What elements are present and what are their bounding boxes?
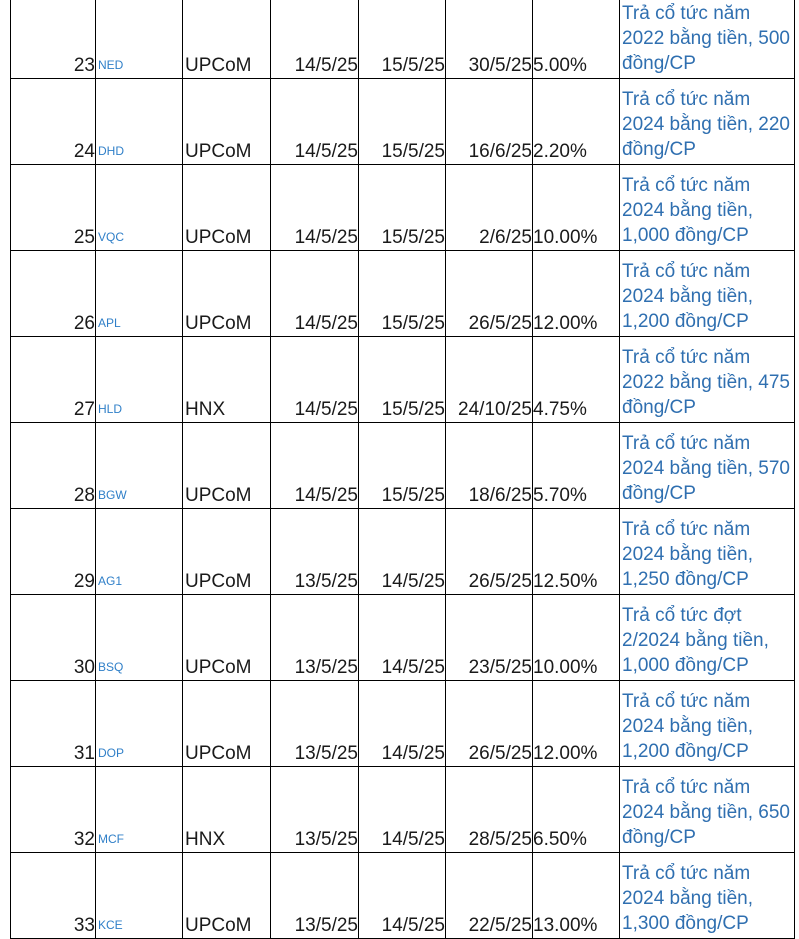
rate-cell: 10.00% [533,595,620,681]
date-1-cell: 13/5/25 [271,595,359,681]
table-row [11,767,795,853]
row-number-cell: 31 [11,681,96,767]
stock-code-cell [96,509,183,595]
date-2-cell: 15/5/25 [359,251,446,337]
exchange-cell: UPCoM [183,509,271,595]
note-cell: Trả cổ tức năm 2024 bằng tiền, 1,250 đồng/CP [620,509,795,595]
exchange-cell: UPCoM [183,165,271,251]
rate-cell: 12.00% [533,681,620,767]
exchange-cell: UPCoM [183,0,271,79]
note-cell: Trả cổ tức năm 2022 bằng tiền, 475 đồng/CP [620,337,795,423]
stock-code-cell [96,337,183,423]
table-row [11,165,795,251]
stock-code-link[interactable]: DHD [98,144,124,158]
row-number-cell: 24 [11,79,96,165]
table-row [11,423,795,509]
table-row [11,509,795,595]
rate-cell: 10.00% [533,165,620,251]
row-number-cell: 30 [11,595,96,681]
date-1-cell: 13/5/25 [271,509,359,595]
date-1-cell: 14/5/25 [271,251,359,337]
rate-cell: 6.50% [533,767,620,853]
row-number-cell: 25 [11,165,96,251]
exchange-cell: HNX [183,337,271,423]
note-cell: Trả cổ tức năm 2024 bằng tiền, 1,200 đồng/CP [620,681,795,767]
date-2-cell: 15/5/25 [359,79,446,165]
table-row [11,853,795,939]
exchange-cell: UPCoM [183,681,271,767]
rate-cell: 5.70% [533,423,620,509]
note-cell: Trả cổ tức năm 2024 bằng tiền, 570 đồng/CP [620,423,795,509]
stock-code-link[interactable]: VQC [98,230,125,244]
date-2-cell: 15/5/25 [359,0,446,79]
stock-code-cell [96,165,183,251]
date-2-cell: 14/5/25 [359,595,446,681]
stock-code-cell [96,423,183,509]
table-row [11,79,795,165]
table-row [11,595,795,681]
date-2-cell: 14/5/25 [359,681,446,767]
row-number-cell: 32 [11,767,96,853]
date-1-cell: 14/5/25 [271,165,359,251]
date-1-cell: 14/5/25 [271,79,359,165]
exchange-cell: UPCoM [183,595,271,681]
date-3-cell: 22/5/25 [446,853,533,939]
note-cell: Trả cổ tức năm 2022 bằng tiền, 500 đồng/CP [620,0,795,79]
stock-code-link[interactable]: DOP [98,746,125,760]
date-2-cell: 15/5/25 [359,165,446,251]
date-3-cell: 23/5/25 [446,595,533,681]
exchange-cell: UPCoM [183,853,271,939]
date-2-cell: 14/5/25 [359,767,446,853]
note-cell: Trả cổ tức năm 2024 bằng tiền, 1,000 đồng/CP [620,165,795,251]
stock-code-cell [96,853,183,939]
exchange-cell: UPCoM [183,423,271,509]
date-3-cell: 26/5/25 [446,681,533,767]
exchange-cell: HNX [183,767,271,853]
stock-code-link[interactable]: KCE [98,918,123,932]
date-1-cell: 13/5/25 [271,681,359,767]
row-number-cell: 27 [11,337,96,423]
date-2-cell: 15/5/25 [359,337,446,423]
stock-code-link[interactable]: APL [98,316,121,330]
table-row [11,0,795,79]
row-number-cell: 23 [11,0,96,79]
date-1-cell: 13/5/25 [271,853,359,939]
rate-cell: 12.50% [533,509,620,595]
row-number-cell: 26 [11,251,96,337]
dividend-table [10,0,795,939]
date-1-cell: 14/5/25 [271,0,359,79]
date-2-cell: 15/5/25 [359,423,446,509]
date-3-cell: 26/5/25 [446,509,533,595]
exchange-cell: UPCoM [183,79,271,165]
table-row [11,681,795,767]
rate-cell: 5.00% [533,0,620,79]
rate-cell: 2.20% [533,79,620,165]
stock-code-link[interactable]: HLD [98,402,123,416]
row-number-cell: 29 [11,509,96,595]
date-1-cell: 13/5/25 [271,767,359,853]
note-cell: Trả cổ tức đợt 2/2024 bằng tiền, 1,000 đồng/CP [620,595,795,681]
table-row [11,251,795,337]
date-3-cell: 24/10/25 [446,337,533,423]
stock-code-cell [96,681,183,767]
stock-code-link[interactable]: MCF [98,832,124,846]
date-1-cell: 14/5/25 [271,423,359,509]
date-3-cell: 26/5/25 [446,251,533,337]
stock-code-cell [96,595,183,681]
rate-cell: 13.00% [533,853,620,939]
date-2-cell: 14/5/25 [359,853,446,939]
exchange-cell: UPCoM [183,251,271,337]
stock-code-cell [96,0,183,79]
date-3-cell: 2/6/25 [446,165,533,251]
stock-code-link[interactable]: BSQ [98,660,124,674]
stock-code-cell [96,79,183,165]
date-1-cell: 14/5/25 [271,337,359,423]
table-row [11,337,795,423]
note-cell: Trả cổ tức năm 2024 bằng tiền, 220 đồng/CP [620,79,795,165]
note-cell: Trả cổ tức năm 2024 bằng tiền, 1,200 đồng/CP [620,251,795,337]
date-3-cell: 16/6/25 [446,79,533,165]
date-3-cell: 30/5/25 [446,0,533,79]
date-3-cell: 18/6/25 [446,423,533,509]
stock-code-cell [96,251,183,337]
note-cell: Trả cổ tức năm 2024 bằng tiền, 650 đồng/CP [620,767,795,853]
date-3-cell: 28/5/25 [446,767,533,853]
stock-code-link[interactable]: AG1 [98,574,123,588]
row-number-cell: 28 [11,423,96,509]
dividend-table-body [11,0,795,939]
stock-code-link[interactable]: NED [98,58,124,72]
rate-cell: 4.75% [533,337,620,423]
row-number-cell: 33 [11,853,96,939]
rate-cell: 12.00% [533,251,620,337]
note-cell: Trả cổ tức năm 2024 bằng tiền, 1,300 đồng/CP [620,853,795,939]
stock-code-cell [96,767,183,853]
stock-code-link[interactable]: BGW [98,488,127,502]
date-2-cell: 14/5/25 [359,509,446,595]
